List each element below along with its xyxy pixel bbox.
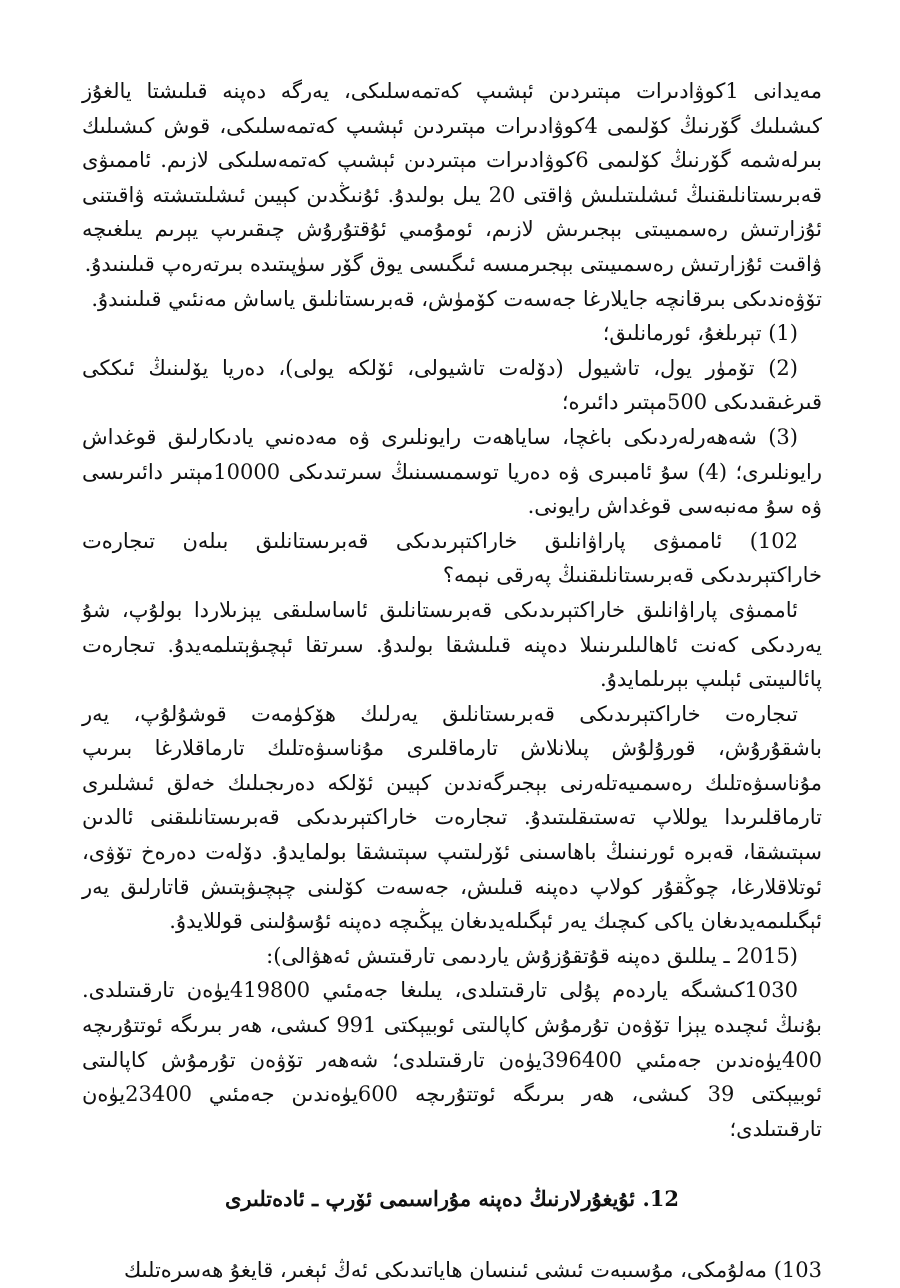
paragraph: (2015 ـ يىللىق دەپنە قۇتقۇزۇش ياردىمى تارقىتىش ئەھۋالى): <box>266 943 798 968</box>
paragraph: مەيدانى 1كوۋادىرات مېتىردىن ئېشىپ كەتمەسلىكى، يەرگە دەپنە قىلىشتا يالغۇز كىشىلىك گۆرنىڭ كۆلىمى 4كوۋادىرات مېتىردىن ئېشىپ كەتمەسلىكى، قوش كىشىلىك بىرلەشمە گۆرنىڭ كۆلىمى 6كوۋادىرات مېتىردىن ئېشىپ كەتمەسلىكى لازىم. ئاممىۋى قەبرىستانلىقنىڭ ئىشلىتىلىش ۋاقتى 20 يىل بولىدۇ. ئۇنىڭدىن كېيىن ئىشلىتىشتە ۋاقىتنى ئۇزارتىش رەسمىيىتى بېجىرىش لازىم، ئومۇمىي ئۇقتۇرۇش چىقىرىپ يېرىم يىلغىچە ۋاقىت ئۇزارتىش رەسمىيىتى بېجىرمىسە ئىگىسى يوق گۆر سۈپىتىدە بىرتەرەپ قىلىنىدۇ. <box>82 79 823 276</box>
paragraph: تۆۋەندىكى بىرقانچە جايلارغا جەسەت كۆمۈش، قەبرىستانلىق ياساش مەنئىي قىلىنىدۇ. <box>91 286 822 311</box>
paragraph: تىجارەت خاراكتېرىدىكى قەبرىستانلىق يەرلىك ھۆكۈمەت قوشۇلۇپ، يەر باشقۇرۇش، قورۇلۇش پىلانلاش تارماقلىرى مۇناسىۋەتلىك تارماقلارغا بىرىپ مۇناسىۋەتلىك رەسمىيەتلەرنى بېجىرگەندىن كېيىن ئۆلكە دەرىجىلىك خەلق ئىشلىرى تارماقلىرىدا يوللاپ تەستىقلىتىدۇ. تىجارەت خاراكتېرىدىكى قەبرىستانلىقنى ئالدىن سېتىشقا، قەبرە ئورنىنىڭ باھاسىنى ئۆرلىتىپ سېتىشقا بولمايدۇ. دۆلەت دەرەخ تۆۋى، ئوتلاقلارغا، چوڭقۇر كولاپ دەپنە قىلىش، جەسەت كۆلىنى چېچىۋېتىش قاتارلىق يەر ئېگىلىمەيدىغان ياكى كىچىك يەر ئېگىلەيدىغان يېڭىچە دەپنە ئۇسۇلىنى قوللايدۇ. <box>82 701 822 934</box>
list-item: (2) تۆمۈر يول، تاشيول (دۆلەت تاشيولى، ئۆلكە يولى)، دەريا يۆلىنىڭ ئىككى قىرغىقىدىكى 500مېتىر دائىرە؛ <box>82 355 822 415</box>
question-paragraph: 102) ئاممىۋى پاراۋانلىق خاراكتېرىدىكى قەبرىستانلىق بىلەن تىجارەت خاراكتېرىدىكى قەبرىستانلىقنىڭ پەرقى نېمە؟ <box>82 528 822 588</box>
section-heading: 12. ئۇيغۇرلارنىڭ دەپنە مۇراسىمى ئۆرپ ـ ئادەتلىرى <box>224 1186 680 1212</box>
paragraph: 1030كىشىگە ياردەم پۇلى تارقىتىلدى، يىلىغا جەمئىي 419800يۈەن تارقىتىلدى. بۇنىڭ ئىچىدە يېزا تۆۋەن تۇرمۇش كاپالىتى ئوبيېكتى 991 كىشى، ھەر بىرىگە ئوتتۇرىچە 400يۈەندىن جەمئىي 396400يۈەن تارقىتىلدى؛ شەھەر تۆۋەن تۇرمۇش كاپالىتى ئوبيېكتى 39 كىشى، ھەر بىرىگە ئوتتۇرىچە 600يۈەندىن جەمئىي 23400يۈەن تارقىتىلدى؛ <box>82 978 822 1141</box>
document-page <box>82 74 822 1288</box>
list-item: (1) تېرىلغۇ، ئورمانلىق؛ <box>602 321 798 346</box>
paragraph: ئاممىۋى پاراۋانلىق خاراكتېرىدىكى قەبرىستانلىق ئاساسلىقى يېزىلاردا بولۇپ، شۇ يەردىكى كەنت ئاھالىلىرىنىلا دەپنە قىلىشقا بولىدۇ. سىرتقا ئېچىۋېتىلمەيدۇ. تىجارەت پائالىيىتى ئېلىپ بېرىلمايدۇ. <box>82 597 822 692</box>
list-item: (3) شەھەرلەردىكى باغچا، ساياھەت رايونلىرى ۋە مەدەنىي يادىكارلىق قوغداش رايونلىرى؛ (4) سۇ ئامبىرى ۋە دەريا توسمىسىنىڭ سىرتىدىكى 10000مېتىر دائىرىسى ۋە سۇ مەنبەسى قوغداش رايونى. <box>82 424 823 519</box>
question-paragraph: 103) مەلۇمكى، مۇسىبەت ئىشى ئىنسان ھاياتىدىكى ئەڭ ئېغىر، قايغۇ ھەسرەتلىك <box>123 1258 822 1282</box>
